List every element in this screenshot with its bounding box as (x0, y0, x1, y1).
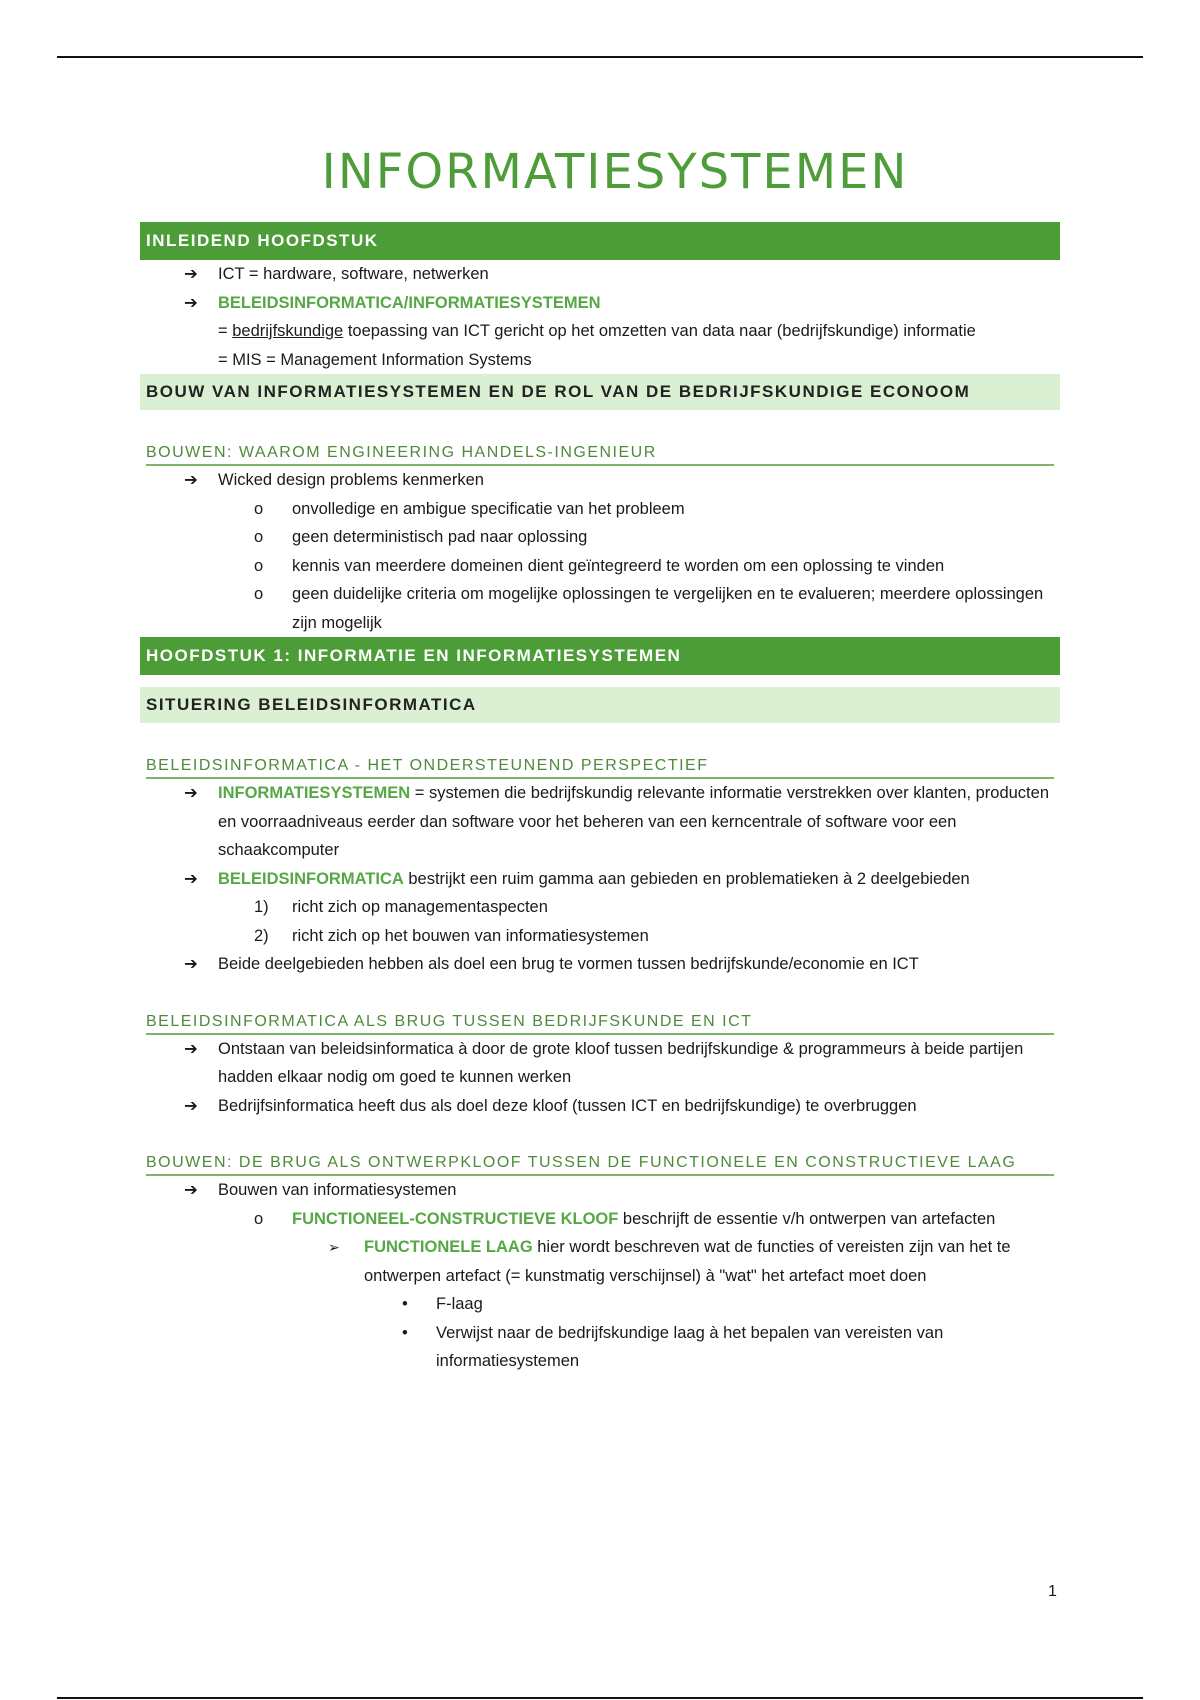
arrow-bullet-icon: ➔ (184, 869, 198, 888)
arrow-bullet-icon: ➔ (184, 1096, 198, 1115)
top-rule (57, 56, 1143, 58)
document-title: INFORMATIESYSTEMEN (321, 144, 909, 200)
list-item: o onvolledige en ambigue specificatie van het probleem (140, 495, 1060, 524)
list-inleidend (140, 260, 1060, 374)
heading-situering: SITUERING BELEIDSINFORMATICA (140, 687, 1060, 723)
list-item: ➔ INFORMATIESYSTEMEN = systemen die bedrijfskundig relevante informatie verstrekken over klanten, producten en voorraadniveaus eerder dan software voor het beheren van een kerncentrale of software voor een schaakcomputer (140, 779, 1060, 865)
heading-brug-bedrijfskunde-ict: BELEIDSINFORMATICA ALS BRUG TUSSEN BEDRIJFSKUNDE EN ICT (146, 1013, 1054, 1035)
number-marker: 2) (254, 926, 269, 945)
list-item: ➔ ICT = hardware, software, netwerken (140, 260, 1060, 289)
list-ondersteunend (140, 779, 1060, 979)
circle-bullet-icon: o (254, 556, 264, 575)
list-item: • Verwijst naar de bedrijfskundige laag à het bepalen van vereisten van informatiesystemen (140, 1319, 1060, 1376)
list-item: ➔ Bedrijfsinformatica heeft dus als doel deze kloof (tussen ICT en bedrijfskundige) te overbruggen (140, 1092, 1060, 1121)
list-item: ➔ BELEIDSINFORMATICA/INFORMATIESYSTEMEN (140, 289, 1060, 318)
arrow-bullet-icon: ➔ (184, 471, 198, 489)
list-item: ➔ Ontstaan van beleidsinformatica à door de grote kloof tussen bedrijfskundige & programmeurs à beide partijen hadden elkaar nodig om goed te kunnen werken (140, 1035, 1060, 1092)
page-number: 1 (1048, 1583, 1057, 1600)
list-item: 1) richt zich op managementaspecten (140, 893, 1060, 922)
circle-bullet-icon: o (254, 1209, 264, 1228)
list-item: ➔ Beide deelgebieden hebben als doel een brug te vormen tussen bedrijfskunde/economie en ICT (140, 950, 1060, 979)
heading-bouwen-waarom: BOUWEN: WAAROM ENGINEERING HANDELS-INGENIEUR (146, 444, 1054, 466)
list-item: o kennis van meerdere domeinen dient geïntegreerd te worden om een oplossing te vinden (140, 552, 1060, 581)
arrowhead-bullet-icon: ➢ (328, 1239, 340, 1255)
heading-inleidend-hoofdstuk: INLEIDEND HOOFDSTUK (140, 222, 1060, 260)
arrow-bullet-icon: ➔ (184, 1039, 198, 1058)
list-item: ➔ BELEIDSINFORMATICA bestrijkt een ruim gamma aan gebieden en problematieken à 2 deelgebieden (140, 865, 1060, 894)
circle-bullet-icon: o (254, 499, 264, 518)
list-continuation: = bedrijfskundige toepassing van ICT gericht op het omzetten van data naar (bedrijfskundige) informatie (218, 322, 976, 340)
heading-bouw-informatiesystemen: BOUW VAN INFORMATIESYSTEMEN EN DE ROL VAN DE BEDRIJFSKUNDIGE ECONOOM (140, 374, 1060, 410)
list-item: ➔ Bouwen van informatiesystemen (140, 1176, 1060, 1205)
arrow-bullet-icon: ➔ (184, 265, 198, 283)
arrow-bullet-icon: ➔ (184, 1181, 198, 1199)
circle-bullet-icon: o (254, 528, 264, 546)
arrow-bullet-icon: ➔ (184, 293, 198, 312)
number-marker: 1) (254, 898, 269, 916)
disc-bullet-icon: • (402, 1295, 408, 1313)
arrow-bullet-icon: ➔ (184, 955, 198, 973)
bottom-rule (57, 1697, 1143, 1699)
heading-ontwerpkloof: BOUWEN: DE BRUG ALS ONTWERPKLOOF TUSSEN DE FUNCTIONELE EN CONSTRUCTIEVE LAAG (146, 1154, 1054, 1176)
list-item: • F-laag (140, 1290, 1060, 1319)
heading-ondersteunend-perspectief: BELEIDSINFORMATICA - HET ONDERSTEUNEND PERSPECTIEF (146, 757, 1054, 779)
list-item: ➔ Wicked design problems kenmerken (140, 466, 1060, 495)
list-continuation: = MIS = Management Information Systems (218, 350, 532, 369)
circle-bullet-icon: o (254, 585, 264, 603)
disc-bullet-icon: • (402, 1323, 408, 1342)
list-brug (140, 1035, 1060, 1121)
document-page (140, 140, 1060, 1376)
list-item: 2) richt zich op het bouwen van informatiesystemen (140, 922, 1060, 951)
list-wicked-design (140, 466, 1060, 637)
list-item: o geen duidelijke criteria om mogelijke oplossingen te vergelijken en te evalueren; meerdere oplossingen zijn mogelijk (140, 580, 1060, 637)
list-item: o FUNCTIONEEL-CONSTRUCTIEVE KLOOF beschrijft de essentie v/h ontwerpen van artefacten (140, 1205, 1060, 1234)
arrow-bullet-icon: ➔ (184, 784, 198, 802)
list-ontwerpkloof (140, 1176, 1060, 1376)
heading-hoofdstuk-1: HOOFDSTUK 1: INFORMATIE EN INFORMATIESYSTEMEN (140, 637, 1060, 675)
list-item: o geen deterministisch pad naar oplossing (140, 523, 1060, 552)
list-item: ➢ FUNCTIONELE LAAG hier wordt beschreven wat de functies of vereisten zijn van het te ontwerpen artefact (= kunstmatig verschijnsel) à "wat" het artefact moet doen (140, 1233, 1060, 1290)
